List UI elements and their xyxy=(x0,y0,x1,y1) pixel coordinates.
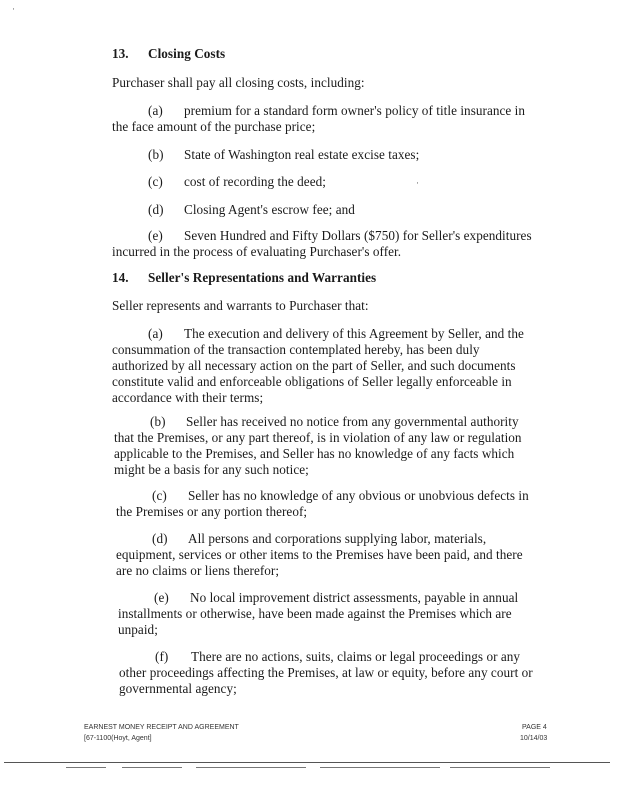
section-13-item-c xyxy=(148,174,326,190)
section-14-heading xyxy=(112,270,376,286)
item-label: (a) xyxy=(148,326,163,341)
section-14-item-b-line: might be a basis for any such notice; xyxy=(114,462,309,477)
section-13-item-e xyxy=(148,228,532,244)
item-text: The execution and delivery of this Agreement by Seller, and the xyxy=(184,326,524,341)
item-label: (a) xyxy=(148,103,163,118)
scan-artifact-line xyxy=(122,767,182,768)
scan-artifact-line xyxy=(320,767,440,768)
section-14-item-c-line: the Premises or any portion thereof; xyxy=(116,504,308,519)
section-14-intro: Seller represents and warrants to Purchaser that: xyxy=(112,298,369,313)
item-label: (d) xyxy=(148,202,164,217)
section-14-item-a xyxy=(148,326,524,342)
item-label: (b) xyxy=(148,147,164,162)
item-text: There are no actions, suits, claims or legal proceedings or any xyxy=(191,649,521,664)
item-label: (d) xyxy=(152,531,168,546)
section-14-title: Seller's Representations and Warranties xyxy=(148,270,377,285)
section-13-intro: Purchaser shall pay all closing costs, including: xyxy=(112,75,365,90)
section-14-item-f xyxy=(155,649,520,665)
footer-date: 10/14/03 xyxy=(520,735,548,742)
item-text: Seller has no knowledge of any obvious or unobvious defects in xyxy=(188,488,529,503)
scan-artifact-line xyxy=(450,767,550,768)
section-14-item-e xyxy=(154,590,518,606)
item-text: State of Washington real estate excise taxes; xyxy=(184,147,420,162)
section-14-item-b-line: that the Premises, or any part thereof, is in violation of any law or regulation xyxy=(114,430,522,445)
section-14-number: 14. xyxy=(112,270,129,285)
section-13-item-a-cont: the face amount of the purchase price; xyxy=(112,119,316,134)
section-13-heading xyxy=(112,46,225,62)
section-14-item-f-line: governmental agency; xyxy=(119,681,237,696)
section-14-item-d-line: equipment, services or other items to the Premises have been paid, and there xyxy=(116,547,523,562)
section-13-item-d xyxy=(148,202,355,218)
section-14-item-a-line: constitute valid and enforceable obligations of Seller legally enforceable in xyxy=(112,374,512,389)
section-13-number: 13. xyxy=(112,46,129,61)
section-14-item-c xyxy=(152,488,529,504)
section-14-item-d-line: are no claims or liens therefor; xyxy=(116,563,280,578)
item-text: All persons and corporations supplying labor, materials, xyxy=(188,531,487,546)
item-text: cost of recording the deed; xyxy=(184,174,326,189)
section-14-item-d xyxy=(152,531,486,547)
section-14-item-a-line: authorized by all necessary action on the part of Seller, and such documents xyxy=(112,358,516,373)
scan-speck: · xyxy=(416,178,419,188)
item-label: (b) xyxy=(150,414,166,429)
footer-page-number: PAGE 4 xyxy=(522,724,547,731)
section-14-item-e-line: unpaid; xyxy=(118,622,158,637)
section-14-item-b xyxy=(150,414,519,430)
section-14-item-e-line: installments or otherwise, have been made against the Premises which are xyxy=(118,606,512,621)
section-14-item-b-line: applicable to the Premises, and Seller has no knowledge of any facts which xyxy=(114,446,515,461)
item-text: premium for a standard form owner's policy of title insurance in xyxy=(184,103,526,118)
item-text: Closing Agent's escrow fee; and xyxy=(184,202,355,217)
item-label: (c) xyxy=(152,488,167,503)
footer-document-title: EARNEST MONEY RECEIPT AND AGREEMENT xyxy=(84,724,239,731)
item-label: (c) xyxy=(148,174,163,189)
item-text: No local improvement district assessments, payable in annual xyxy=(190,590,519,605)
section-13-item-e-cont: incurred in the process of evaluating Purchaser's offer. xyxy=(112,244,402,259)
item-text: Seller has received no notice from any governmental authority xyxy=(186,414,519,429)
section-13-item-b xyxy=(148,147,419,163)
footer-document-ref: [67-1100(Hoyt, Agent] xyxy=(84,735,152,742)
scan-artifact-line xyxy=(196,767,306,768)
scan-artifact-line xyxy=(66,767,106,768)
section-14-item-a-line: consummation of the transaction contemplated hereby, has been duly xyxy=(112,342,480,357)
item-label: (e) xyxy=(154,590,169,605)
section-13-title: Closing Costs xyxy=(148,46,226,61)
item-label: (e) xyxy=(148,228,163,243)
item-label: (f) xyxy=(155,649,169,664)
item-text: Seven Hundred and Fifty Dollars ($750) for Seller's expenditures xyxy=(184,228,532,243)
section-14-item-a-line: accordance with their terms; xyxy=(112,390,264,405)
scan-speck: · xyxy=(12,4,15,14)
bottom-rule xyxy=(4,762,610,763)
section-14-item-f-line: other proceedings affecting the Premises, at law or equity, before any court or xyxy=(119,665,533,680)
section-13-item-a xyxy=(148,103,525,119)
